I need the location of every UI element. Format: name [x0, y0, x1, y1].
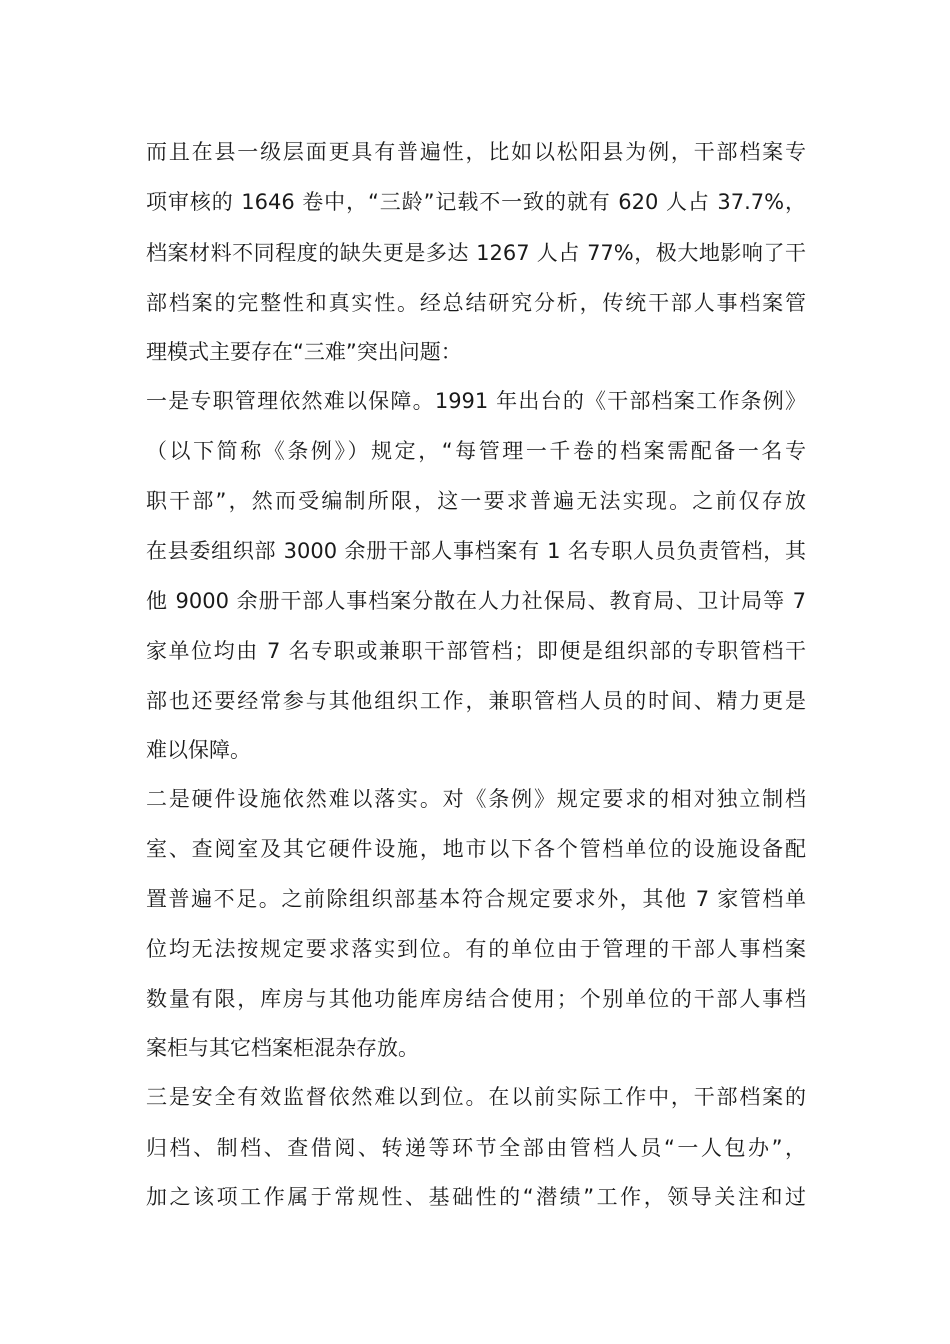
text-line: 一是专职管理依然难以保障。1991 年出台的《干部档案工作条例》: [146, 389, 806, 413]
text-line: 家单位均由 7 名专职或兼职干部管档；即便是组织部的专职管档干: [146, 639, 806, 663]
text-line: 位均无法按规定要求落实到位。有的单位由于管理的干部人事档案: [146, 937, 806, 961]
text-line: 理模式主要存在“三难”突出问题：: [146, 340, 462, 364]
text-line: 室、查阅室及其它硬件设施，地市以下各个管档单位的设施设备配: [146, 837, 806, 861]
text-line: 职干部”，然而受编制所限，这一要求普遍无法实现。之前仅存放: [146, 489, 806, 513]
text-line: 而且在县一级层面更具有普遍性，比如以松阳县为例，干部档案专: [146, 140, 806, 164]
text-line: 加之该项工作属于常规性、基础性的“潜绩”工作，领导关注和过: [146, 1185, 806, 1209]
text-line: 二是硬件设施依然难以落实。对《条例》规定要求的相对独立制档: [146, 787, 806, 811]
text-line: 难以保障。: [146, 738, 251, 762]
text-line: 部档案的完整性和真实性。经总结研究分析，传统干部人事档案管: [146, 291, 806, 315]
text-line: 他 9000 余册干部人事档案分散在人力社保局、教育局、卫计局等 7: [146, 589, 806, 613]
text-line: 项审核的 1646 卷中，“三龄”记载不一致的就有 620 人占 37.7%，: [146, 190, 806, 214]
text-line: 部也还要经常参与其他组织工作，兼职管档人员的时间、精力更是: [146, 689, 806, 713]
text-line: 数量有限，库房与其他功能库房结合使用；个别单位的干部人事档: [146, 987, 806, 1011]
text-line: 置普遍不足。之前除组织部基本符合规定要求外，其他 7 家管档单: [146, 887, 806, 911]
text-line: （以下简称《条例》）规定，“每管理一千卷的档案需配备一名专: [146, 439, 806, 463]
text-line: 案柜与其它档案柜混杂存放。: [146, 1036, 419, 1060]
text-line: 归档、制档、查借阅、转递等环节全部由管档人员“一人包办”，: [146, 1136, 806, 1160]
text-line: 三是安全有效监督依然难以到位。在以前实际工作中，干部档案的: [146, 1085, 806, 1109]
text-line: 在县委组织部 3000 余册干部人事档案有 1 名专职人员负责管档，其: [146, 539, 806, 563]
text-line: 档案材料不同程度的缺失更是多达 1267 人占 77%，极大地影响了干: [146, 241, 806, 265]
